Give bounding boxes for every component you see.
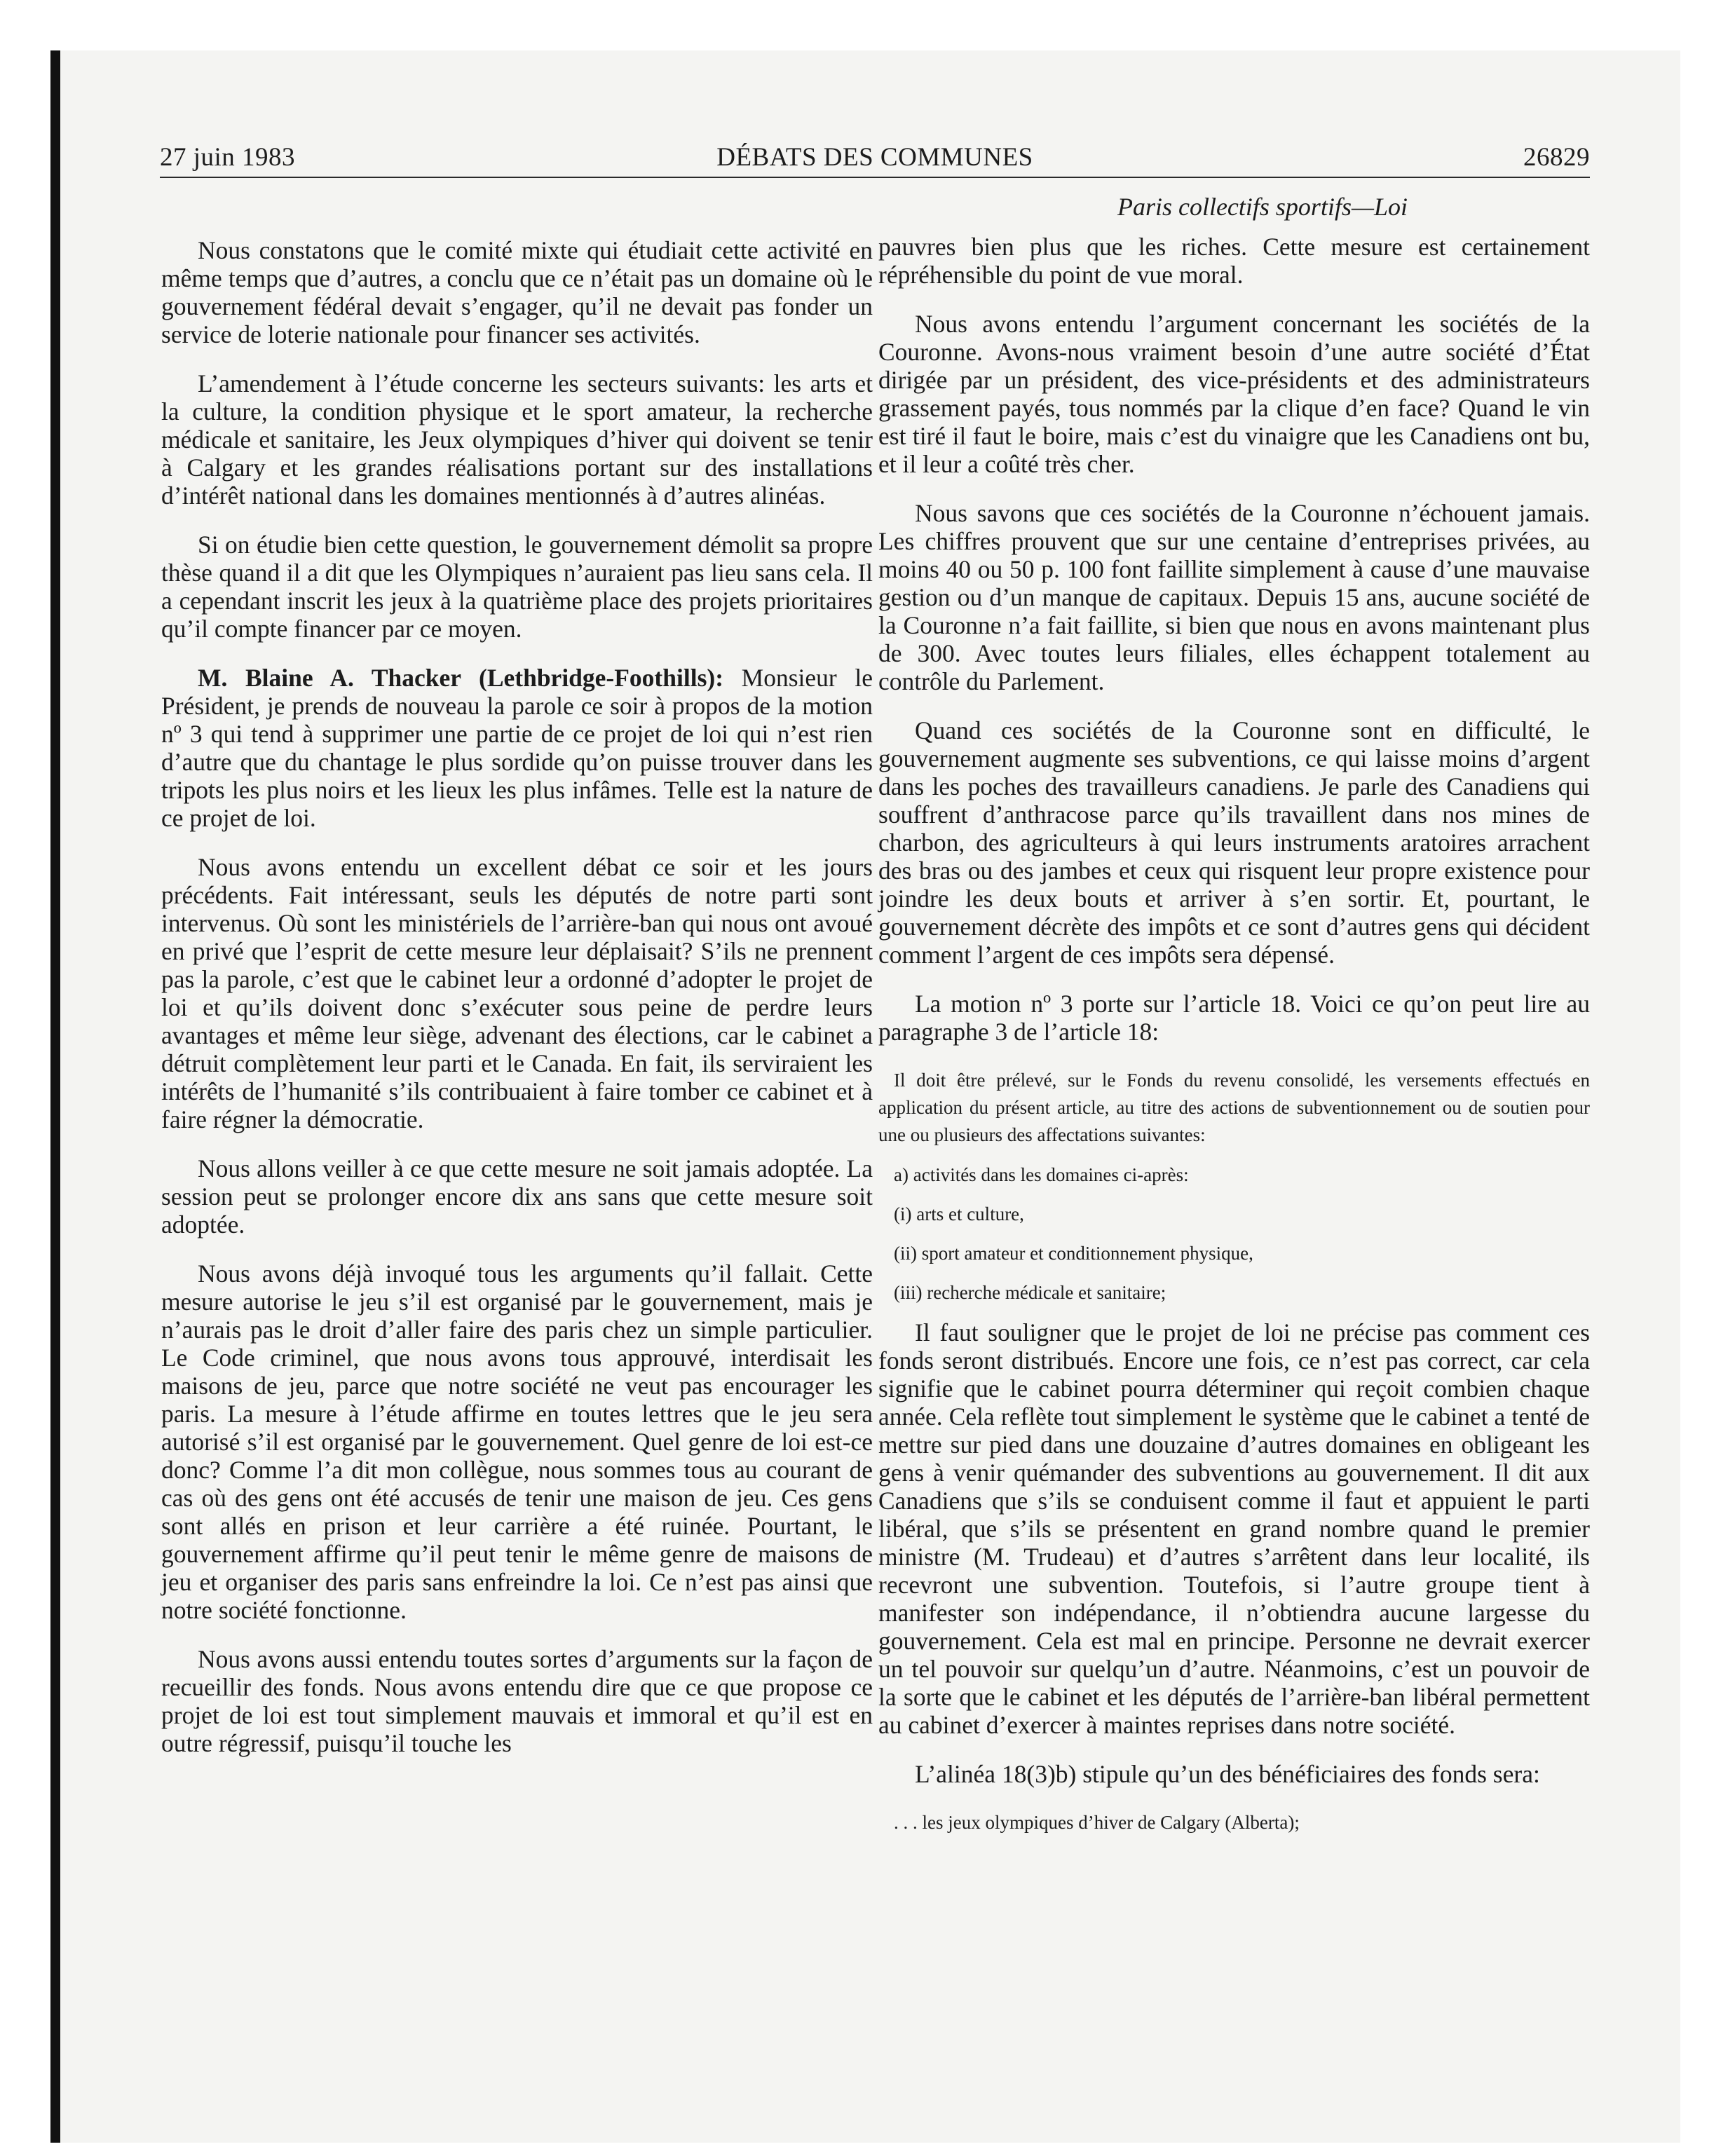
paragraph: Nous avons entendu l’argument concernant les sociétés de la Couronne. Avons-nous vraiment besoin d’une autre société d’État dirigée par un président, des vice-présidents et des administrateurs grassement payés, tous nommés par la clique d’en face? Quand le vin est tiré il faut le boire, mais c’est du vinaigre que les Canadiens ont bu, et il leur a coûté très cher.	[878, 310, 1590, 478]
running-head: Paris collectifs sportifs—Loi	[1117, 193, 1408, 221]
paragraph: Nous avons aussi entendu toutes sortes d’arguments sur la façon de recueillir des fonds. Nous avons entendu dire que ce que propose ce projet de loi est tout simplement mauvais et immoral et qu’il est en outre régressif, puisqu’il touche les	[161, 1645, 873, 1757]
statute-item: a) activités dans les domaines ci-après:	[894, 1164, 1189, 1185]
paragraph: Si on étudie bien cette question, le gouvernement démolit sa propre thèse quand il a dit que les Olympiques n’auraient pas lieu sans cela. Il a cependant inscrit les jeux à la quatrième place des projets prioritaires qu’il compte financer par ce moyen.	[161, 531, 873, 643]
header-publication: DÉBATS DES COMMUNES	[716, 143, 1033, 172]
paragraph: L’amendement à l’étude concerne les secteurs suivants: les arts et la culture, la condition physique et le sport amateur, la recherche médicale et sanitaire, les Jeux olympiques d’hiver qui doivent se tenir à Calgary et les grandes réalisations portant sur des installations d’intérêt national dans les domaines mentionnés à d’autres alinéas.	[161, 369, 873, 510]
paragraph: pauvres bien plus que les riches. Cette mesure est certainement répréhensible du point de vue moral.	[878, 233, 1590, 289]
paragraph: La motion nº 3 porte sur l’article 18. Voici ce qu’on peut lire au paragraphe 3 de l’article 18:	[878, 990, 1590, 1046]
paragraph: L’alinéa 18(3)b) stipule qu’un des bénéficiaires des fonds sera:	[915, 1760, 1540, 1788]
speech-text: Monsieur le Président, je prends de nouveau la parole ce soir à propos de la motion nº 3 qui tend à supprimer une partie de ce projet de loi qui n’est rien d’autre que du chantage le plus sordide qu’on puisse trouver dans les tripots les plus noirs et les lieux les plus infâmes. Telle est la nature de ce projet de loi.	[161, 664, 873, 832]
speaker-name: M. Blaine A. Thacker (Lethbridge-Foothills):	[198, 664, 724, 692]
paragraph: Nous allons veiller à ce que cette mesure ne soit jamais adoptée. La session peut se prolonger encore dix ans sans que cette mesure soit adoptée.	[161, 1154, 873, 1239]
right-column	[878, 233, 1590, 1849]
paragraph: Quand ces sociétés de la Couronne sont en difficulté, le gouvernement augmente ses subventions, ce qui laisse moins d’argent dans les poches des travailleurs canadiens. Je parle des Canadiens qui souffrent d’anthracose parce qu’ils travaillent dans nos mines de charbon, des agriculteurs à qui leurs instruments aratoires arrachent des bras ou des jambes et ceux qui risquent leur propre existence pour joindre les deux bouts et arriver à s’en sortir. Et, pourtant, le gouvernement décrète des impôts et ce sont d’autres gens qui décident comment l’argent de ces impôts sera dépensé.	[878, 716, 1590, 969]
statute-item: (i) arts et culture,	[894, 1203, 1024, 1224]
page-header	[160, 140, 1590, 178]
paragraph: Nous constatons que le comité mixte qui étudiait cette activité en même temps que d’autres, a conclu que ce n’était pas un domaine où le gouvernement fédéral devait s’engager, qu’il ne devait pas fonder un service de loterie nationale pour financer ses activités.	[161, 236, 873, 348]
speech-paragraph	[161, 664, 873, 832]
paragraph: Nous savons que ces sociétés de la Couronne n’échouent jamais. Les chiffres prouvent que sur une centaine d’entreprises privées, au moins 40 ou 50 p. 100 font faillite simplement à cause d’une mauvaise gestion ou d’un manque de capitaux. Depuis 15 ans, aucune société de la Couronne n’a fait faillite, si bien que nous en avons maintenant plus de 300. Avec toutes leurs filiales, elles échappent totalement au contrôle du Parlement.	[878, 499, 1590, 695]
binding-edge	[50, 50, 60, 2143]
statute-item: (ii) sport amateur et conditionnement physique,	[894, 1243, 1253, 1264]
paragraph: Il faut souligner que le projet de loi ne précise pas comment ces fonds seront distribués. Encore une fois, ce n’est pas correct, car cela signifie que le cabinet pourra déterminer qui reçoit combien chaque année. Cela reflète tout simplement le système que le cabinet a tenté de mettre sur pied dans une douzaine d’autres domaines en obligeant les gens à venir quémander des subventions au gouvernement. Il dit aux Canadiens que s’ils se conduisent comme il faut et appuient le parti libéral, que s’ils se présentent en grand nombre quand le premier ministre (M. Trudeau) et d’autres s’arrêtent dans leur localité, ils recevront une subvention. Toutefois, si l’autre groupe tient à manifester son indépendance, il n’obtiendra aucune largesse du gouvernement. Cela est mal en principe. Personne ne devrait exercer un tel pouvoir sur quelqu’un d’autre. Néanmoins, c’est un pouvoir de la sorte que le cabinet et les députés de l’arrière-ban libéral permettent au cabinet d’exercer à maintes reprises dans notre société.	[878, 1318, 1590, 1739]
left-column	[161, 236, 873, 1778]
paragraph: Nous avons déjà invoqué tous les arguments qu’il fallait. Cette mesure autorise le jeu s’il est organisé par le gouvernement, mais je n’aurais pas le droit d’aller faire des paris chez un simple particulier. Le Code criminel, que nous avons tous approuvé, interdisait les maisons de jeu, parce que notre société ne veut pas encourager les paris. La mesure à l’étude affirme en toutes lettres que le jeu sera autorisé s’il est organisé par le gouvernement. Quel genre de loi est-ce donc? Comme l’a dit mon collègue, nous sommes tous au courant de cas où des gens ont été accusés de tenir une maison de jeu. Ces gens sont allés en prison et leur carrière a été ruinée. Pourtant, le gouvernement affirme qu’il peut tenir le même genre de maisons de jeu et organiser des paris sans enfreindre la loi. Ce n’est pas ainsi que notre société fonctionne.	[161, 1260, 873, 1624]
header-page-number: 26829	[1523, 143, 1590, 172]
paragraph: Nous avons entendu un excellent débat ce soir et les jours précédents. Fait intéressant, seuls les députés de notre parti sont intervenus. Où sont les ministériels de l’arrière-ban qui nous ont avoué en privé que l’esprit de cette mesure leur déplaisait? S’ils ne prennent pas la parole, c’est que le cabinet leur a ordonné d’adopter le projet de loi et qu’ils doivent donc s’exécuter sous peine de perdre leurs avantages et même leur siège, advenant des élections, car le cabinet a détruit complètement leur parti et le Canada. En fait, ils serviraient les intérêts de l’humanité s’ils contribuaient à faire tomber ce cabinet et à faire régner la démocratie.	[161, 853, 873, 1133]
statute-quote: . . . les jeux olympiques d’hiver de Calgary (Alberta);	[894, 1812, 1300, 1833]
header-date: 27 juin 1983	[160, 143, 296, 172]
statute-quote: Il doit être prélevé, sur le Fonds du revenu consolidé, les versements effectués en application du présent article, au titre des actions de subventionnement ou de soutien pour une ou plusieurs des affectations suivantes:	[878, 1070, 1590, 1145]
statute-item: (iii) recherche médicale et sanitaire;	[894, 1282, 1166, 1303]
